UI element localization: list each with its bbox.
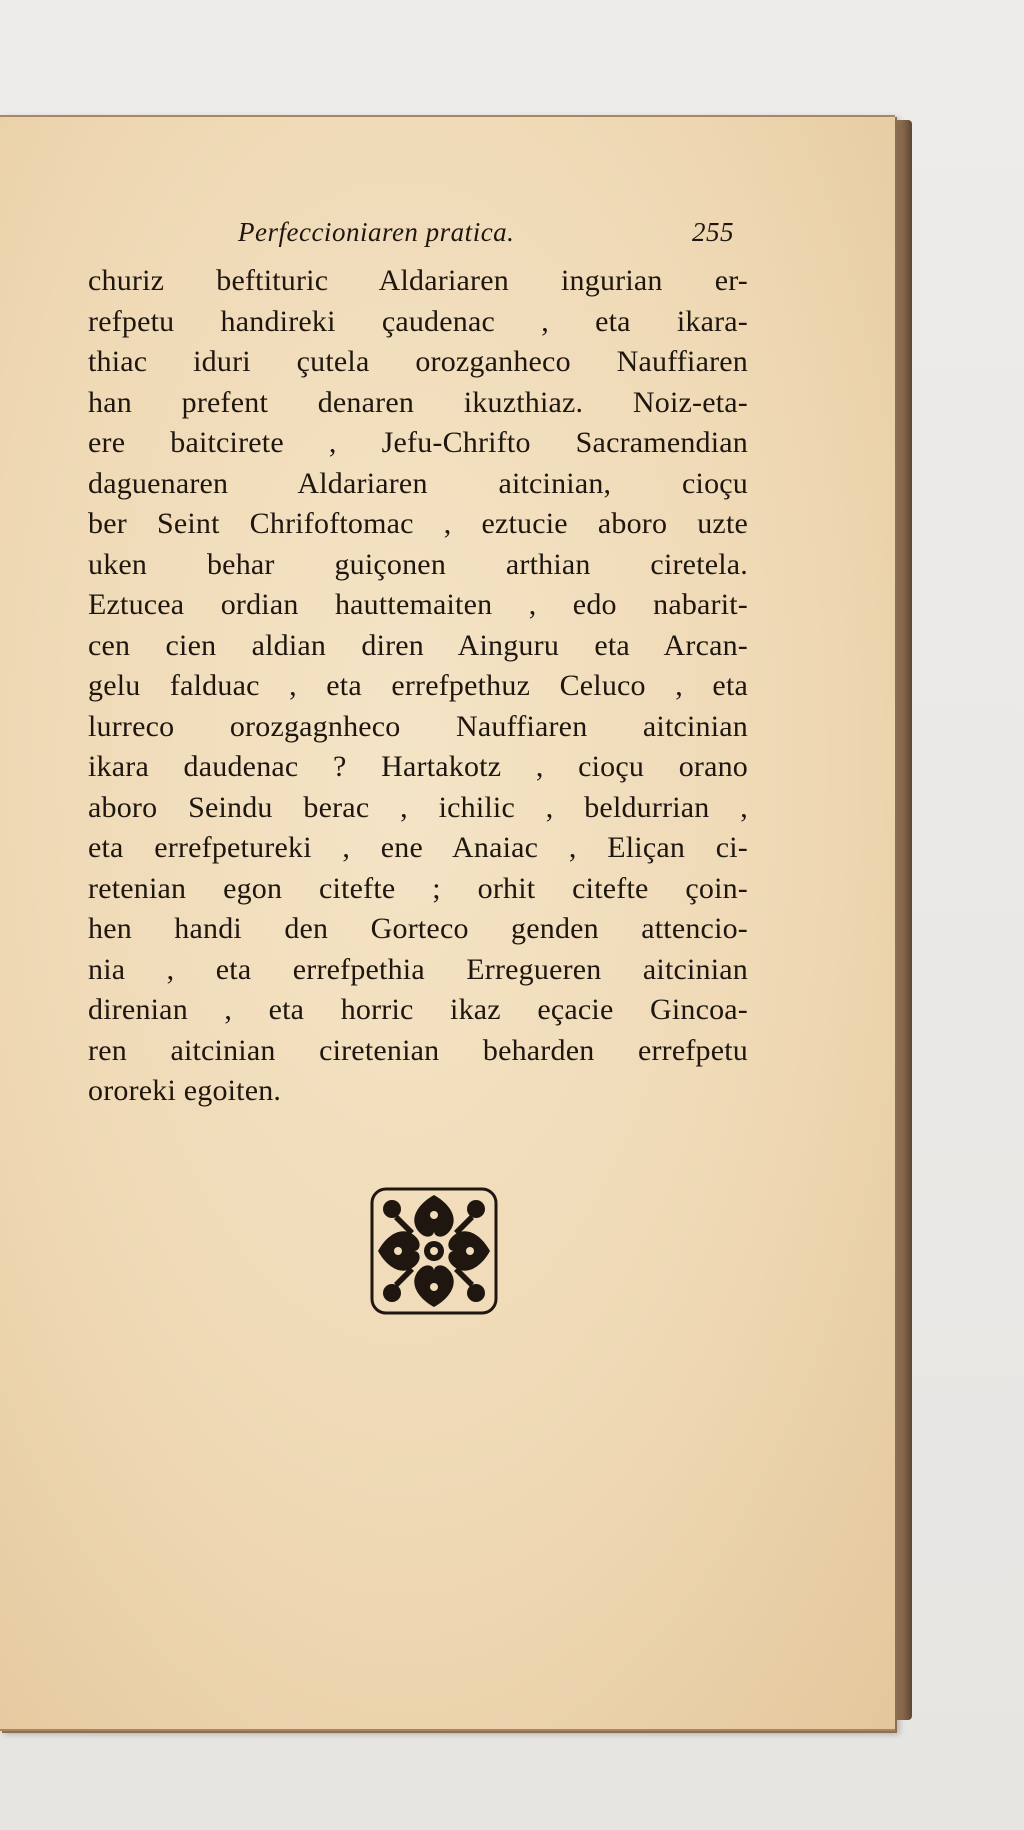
text-line: ere baitcirete , Jefu-Chrifto Sacramendian bbox=[88, 426, 748, 459]
body-text bbox=[88, 261, 748, 1112]
floral-fleuron-icon bbox=[368, 1185, 500, 1317]
text-line: nia , eta errefpethia Erregueren aitcinian bbox=[88, 952, 748, 986]
text-line: Eztucea ordian hauttemaiten , edo nabarit- bbox=[88, 588, 748, 621]
page-text-block bbox=[88, 217, 748, 1112]
text-line: hen handi den Gorteco genden attencio- bbox=[88, 912, 748, 945]
text-line: cen cien aldian diren Ainguru eta Arcan- bbox=[88, 628, 748, 662]
text-line: direnian , eta horric ikaz eçacie Gincoa- bbox=[88, 993, 748, 1026]
text-line: thiac iduri çutela orozganheco Nauffiaren bbox=[88, 345, 748, 378]
running-head bbox=[88, 217, 748, 261]
text-line-last: ororeki egoiten. bbox=[88, 1074, 282, 1107]
text-line: ren aitcinian ciretenian beharden errefpetu bbox=[88, 1033, 748, 1067]
text-line: refpetu handireki çaudenac , eta ikara- bbox=[88, 304, 748, 338]
text-line: aboro Seindu berac , ichilic , beldurrian , bbox=[88, 790, 748, 824]
text-line: daguenaren Aldariaren aitcinian, cioçu bbox=[88, 466, 748, 500]
text-line: lurreco orozgagnheco Nauffiaren aitcinian bbox=[88, 709, 748, 743]
book-page bbox=[0, 115, 895, 1731]
text-line: ikara daudenac ? Hartakotz , cioçu orano bbox=[88, 750, 748, 783]
text-line: gelu falduac , eta errefpethuz Celuco , eta bbox=[88, 669, 748, 702]
text-line: retenian egon citefte ; orhit citefte çoin- bbox=[88, 871, 748, 905]
running-head-title: Perfeccioniaren pratica. bbox=[238, 217, 515, 247]
text-line: eta errefpetureki , ene Anaiac , Eliçan ci- bbox=[88, 831, 748, 864]
page-number: 255 bbox=[692, 217, 734, 247]
text-line: churiz beftituric Aldariaren ingurian er- bbox=[88, 264, 748, 297]
text-line: ber Seint Chrifoftomac , eztucie aboro uzte bbox=[88, 507, 748, 540]
text-line: uken behar guiçonen arthian ciretela. bbox=[88, 547, 748, 581]
text-line: han prefent denaren ikuzthiaz. Noiz-eta- bbox=[88, 385, 748, 419]
